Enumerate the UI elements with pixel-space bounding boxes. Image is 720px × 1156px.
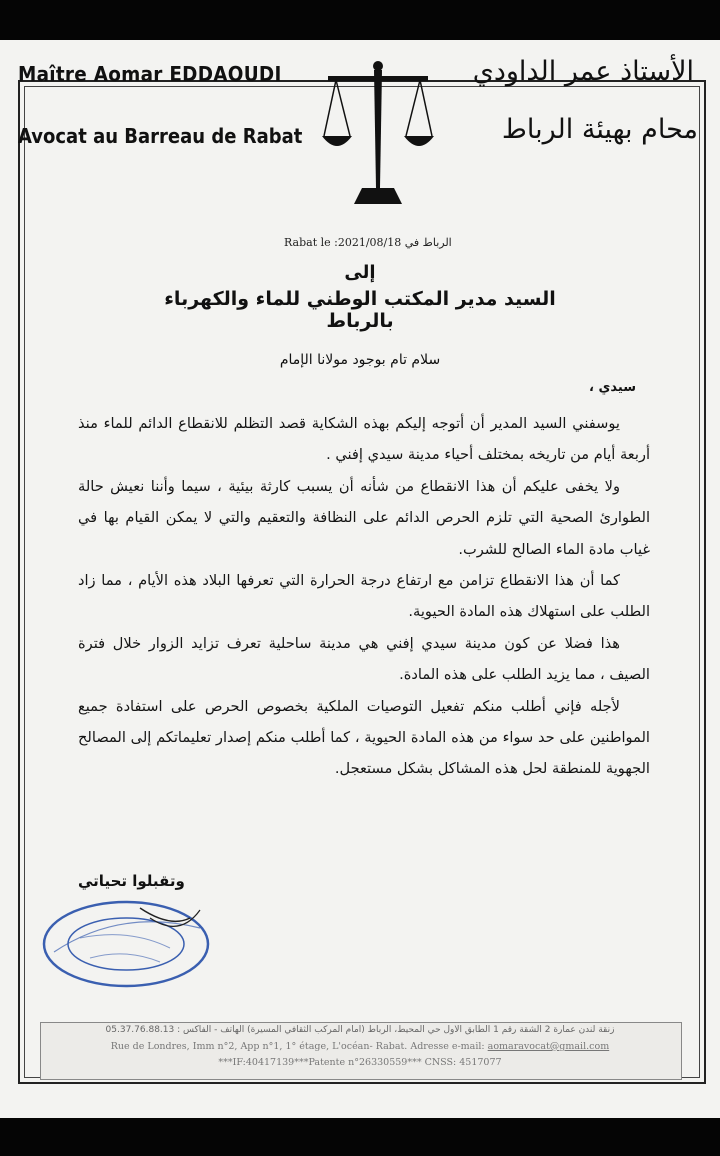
footer-email-link[interactable]: aomaravocat@gmail.com bbox=[487, 1041, 610, 1052]
closing-greeting: وتقبلوا تحياتي bbox=[78, 872, 185, 890]
top-black-bar bbox=[0, 0, 720, 40]
date-fr: Rabat le :2021/08/18 bbox=[284, 236, 402, 249]
bottom-black-bar bbox=[0, 1118, 720, 1156]
footer-address-fr bbox=[45, 1041, 675, 1052]
scales-of-justice-icon bbox=[322, 56, 434, 214]
footer-ids: ***IF:40417139***Patente n°26330559*** CNSS: 4517077 bbox=[218, 1057, 502, 1068]
lawyer-name-ar: الأستاذ عمر الداودي bbox=[472, 56, 694, 87]
opening-sir: سيدي ، bbox=[589, 380, 636, 395]
recipient-to: إلى bbox=[344, 262, 376, 283]
footer-address-text: Rue de Londres, Imm n°2, App n°1, 1° étage, L'océan- Rabat. Adresse e-mail: bbox=[110, 1041, 485, 1052]
lawyer-name-fr: Maître Aomar EDDAOUDI bbox=[18, 62, 282, 86]
lawyer-title-ar: محام بهيئة الرباط bbox=[501, 114, 698, 145]
date-ar: الرباط في bbox=[404, 236, 452, 249]
footer-address-ar: زنقة لندن عمارة 2 الشقة رقم 1 الطابق الأول حي المحيط، الرباط (أمام المركب الثقافي المسيرة) الهاتف - الفاكس : 05.37.76.88.13 bbox=[105, 1025, 615, 1035]
lawyer-title-fr: Avocat au Barreau de Rabat bbox=[18, 124, 303, 148]
paragraph: ولا يخفى عليكم أن هذا الانقطاع من شأنه أن يسبب كارثة بيئية ، سيما وأننا نعيش حالة الطوارئ الصحية التي تلزم الحرص الدائم على النظافة والتعقيم والتي لا يمكن القيام بها في غياب مادة الماء الصالح للشرب. bbox=[78, 477, 650, 558]
letter-date bbox=[284, 236, 452, 249]
paragraph: لأجله فإني أطلب منكم تفعيل التوصيات الملكية بخصوص الحرص على استفادة جميع المواطنين على حد سواء من هذه المادة الحيوية ، كما أطلب منكم إصدار تعليماتكم إلى المصالح الجهوية للمنطقة لحل هذه المشاكل بشكل مستعجل. bbox=[78, 697, 650, 778]
paragraph: كما أن هذا الانقطاع تزامن مع ارتفاع درجة الحرارة التي تعرفها البلاد هذه الأيام ، مما زاد الطلب على استهلاك هذه المادة الحيوية. bbox=[78, 572, 650, 621]
paragraph: هذا فضلا عن كون مدينة سيدي إفني هي مدينة ساحلية تعرف تزايد الزوار خلال فترة الصيف ، مما يزيد الطلب على هذه المادة. bbox=[78, 634, 650, 684]
recipient-addressee: السيد مدير المكتب الوطني للماء والكهرباء بالرباط bbox=[164, 288, 556, 332]
letter-body bbox=[78, 408, 650, 785]
letterhead-footer bbox=[40, 1022, 682, 1080]
office-stamp bbox=[40, 898, 212, 990]
paragraph: يوسفني السيد المدير أن أتوجه إليكم بهذه الشكاية قصد التظلم للانقطاع الدائم للماء منذ أربعة أيام من تاريخه بمختلف أحياء مدينة سيدي إفني . bbox=[78, 415, 650, 464]
salutation: سلام تام بوجود مولانا الإمام bbox=[279, 352, 441, 368]
